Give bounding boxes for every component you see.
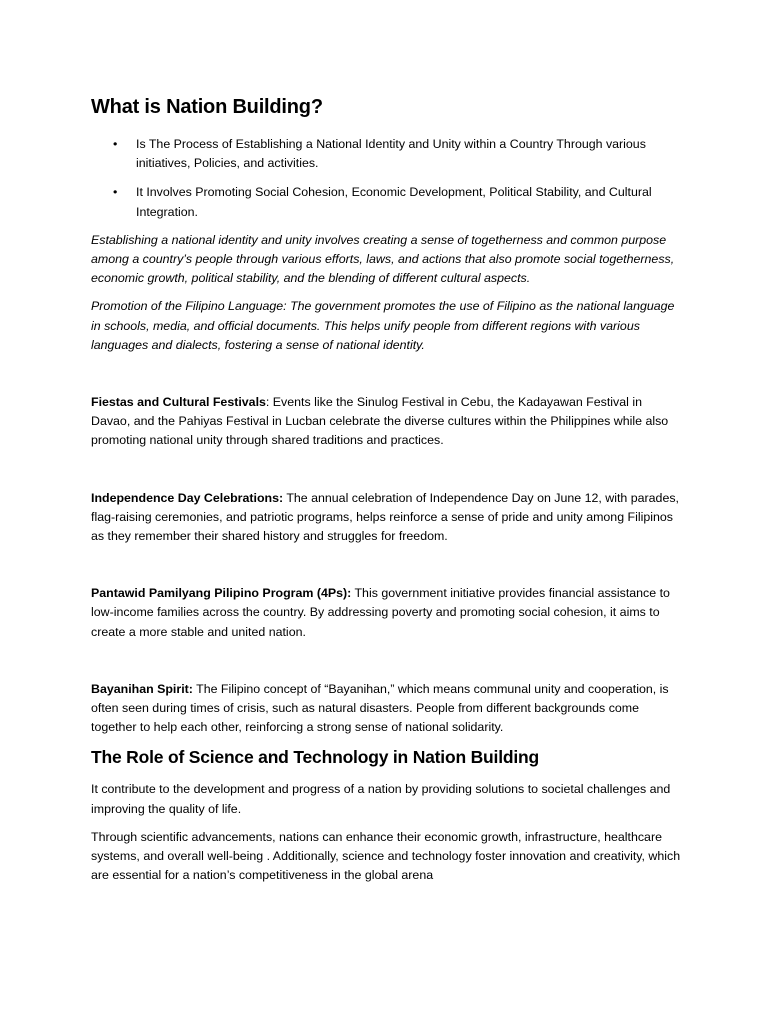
bullet-item-definition [91,135,681,173]
term-independence-day: Independence Day Celebrations: [91,490,284,505]
bullet-icon: • [113,185,118,200]
paragraph-4ps [91,584,681,642]
paragraph-science-advancements: Through scientific advancements, nations can enhance their economic growth, infrastructure, healthcare systems, and overall well-being . Additionally, science and technology foster innovation and creativity, which are essential for a nation’s competitiveness in the global arena [91,829,681,883]
description-4ps: This government initiative provides financial assistance to low-income families across the country. By addressing poverty and promoting social cohesion, it aims to create a more stable and united nation. [91,586,670,639]
paragraph-science-contribution: It contribute to the development and progress of a nation by providing solutions to societal challenges and improving the quality of life. [91,782,671,816]
paragraph-filipino-language: Promotion of the Filipino Language: The government promotes the use of Filipino as the national language in schools, media, and official documents. This helps unify people from different regions with various languages and dialects, fostering a sense of national identity. [91,299,675,352]
bullet-text: It Involves Promoting Social Cohesion, Economic Development, Political Stability, and Cultural Integration. [136,185,652,219]
paragraph-bayanihan [91,680,681,738]
bullet-item-involves [91,183,681,221]
term-4ps: Pantawid Pamilyang Pilipino Program (4Ps): [91,586,352,601]
bullet-text: Is The Process of Establishing a National Identity and Unity within a Country Through various initiatives, Policies, and activities. [136,137,646,171]
document-body [91,92,681,885]
heading-what-is-nation-building: What is Nation Building? [91,96,323,118]
heading-science-and-technology: The Role of Science and Technology in Nation Building [91,747,539,768]
definition-bullet-list [91,135,681,222]
term-bayanihan: Bayanihan Spirit: [91,681,193,696]
description-fiestas: : Events like the Sinulog Festival in Cebu, the Kadayawan Festival in Davao, and the Pahiyas Festival in Lucban celebrate the diverse cultures within the Philippines while also promoting national unity through shared traditions and practices. [91,395,669,448]
paragraph-independence-day [91,489,681,547]
paragraph-national-identity: Establishing a national identity and unity involves creating a sense of togetherness and common purpose among a country’s people through various efforts, laws, and actions that also promote social togetherness, economic growth, political stability, and the blending of different cultural aspects. [91,232,675,286]
description-bayanihan: The Filipino concept of “Bayanihan,” which means communal unity and cooperation, is often seen during times of crisis, such as natural disasters. People from different backgrounds come together to help each other, reinforcing a strong sense of national solidarity. [91,681,669,735]
description-independence-day: The annual celebration of Independence Day on June 12, with parades, flag-raising ceremonies, and patriotic programs, helps reinforce a sense of pride and unity among Filipinos as they remember their shared history and struggles for freedom. [91,490,679,544]
bullet-icon: • [113,137,118,151]
paragraph-fiestas [91,393,681,451]
term-fiestas: Fiestas and Cultural Festivals [91,395,266,410]
